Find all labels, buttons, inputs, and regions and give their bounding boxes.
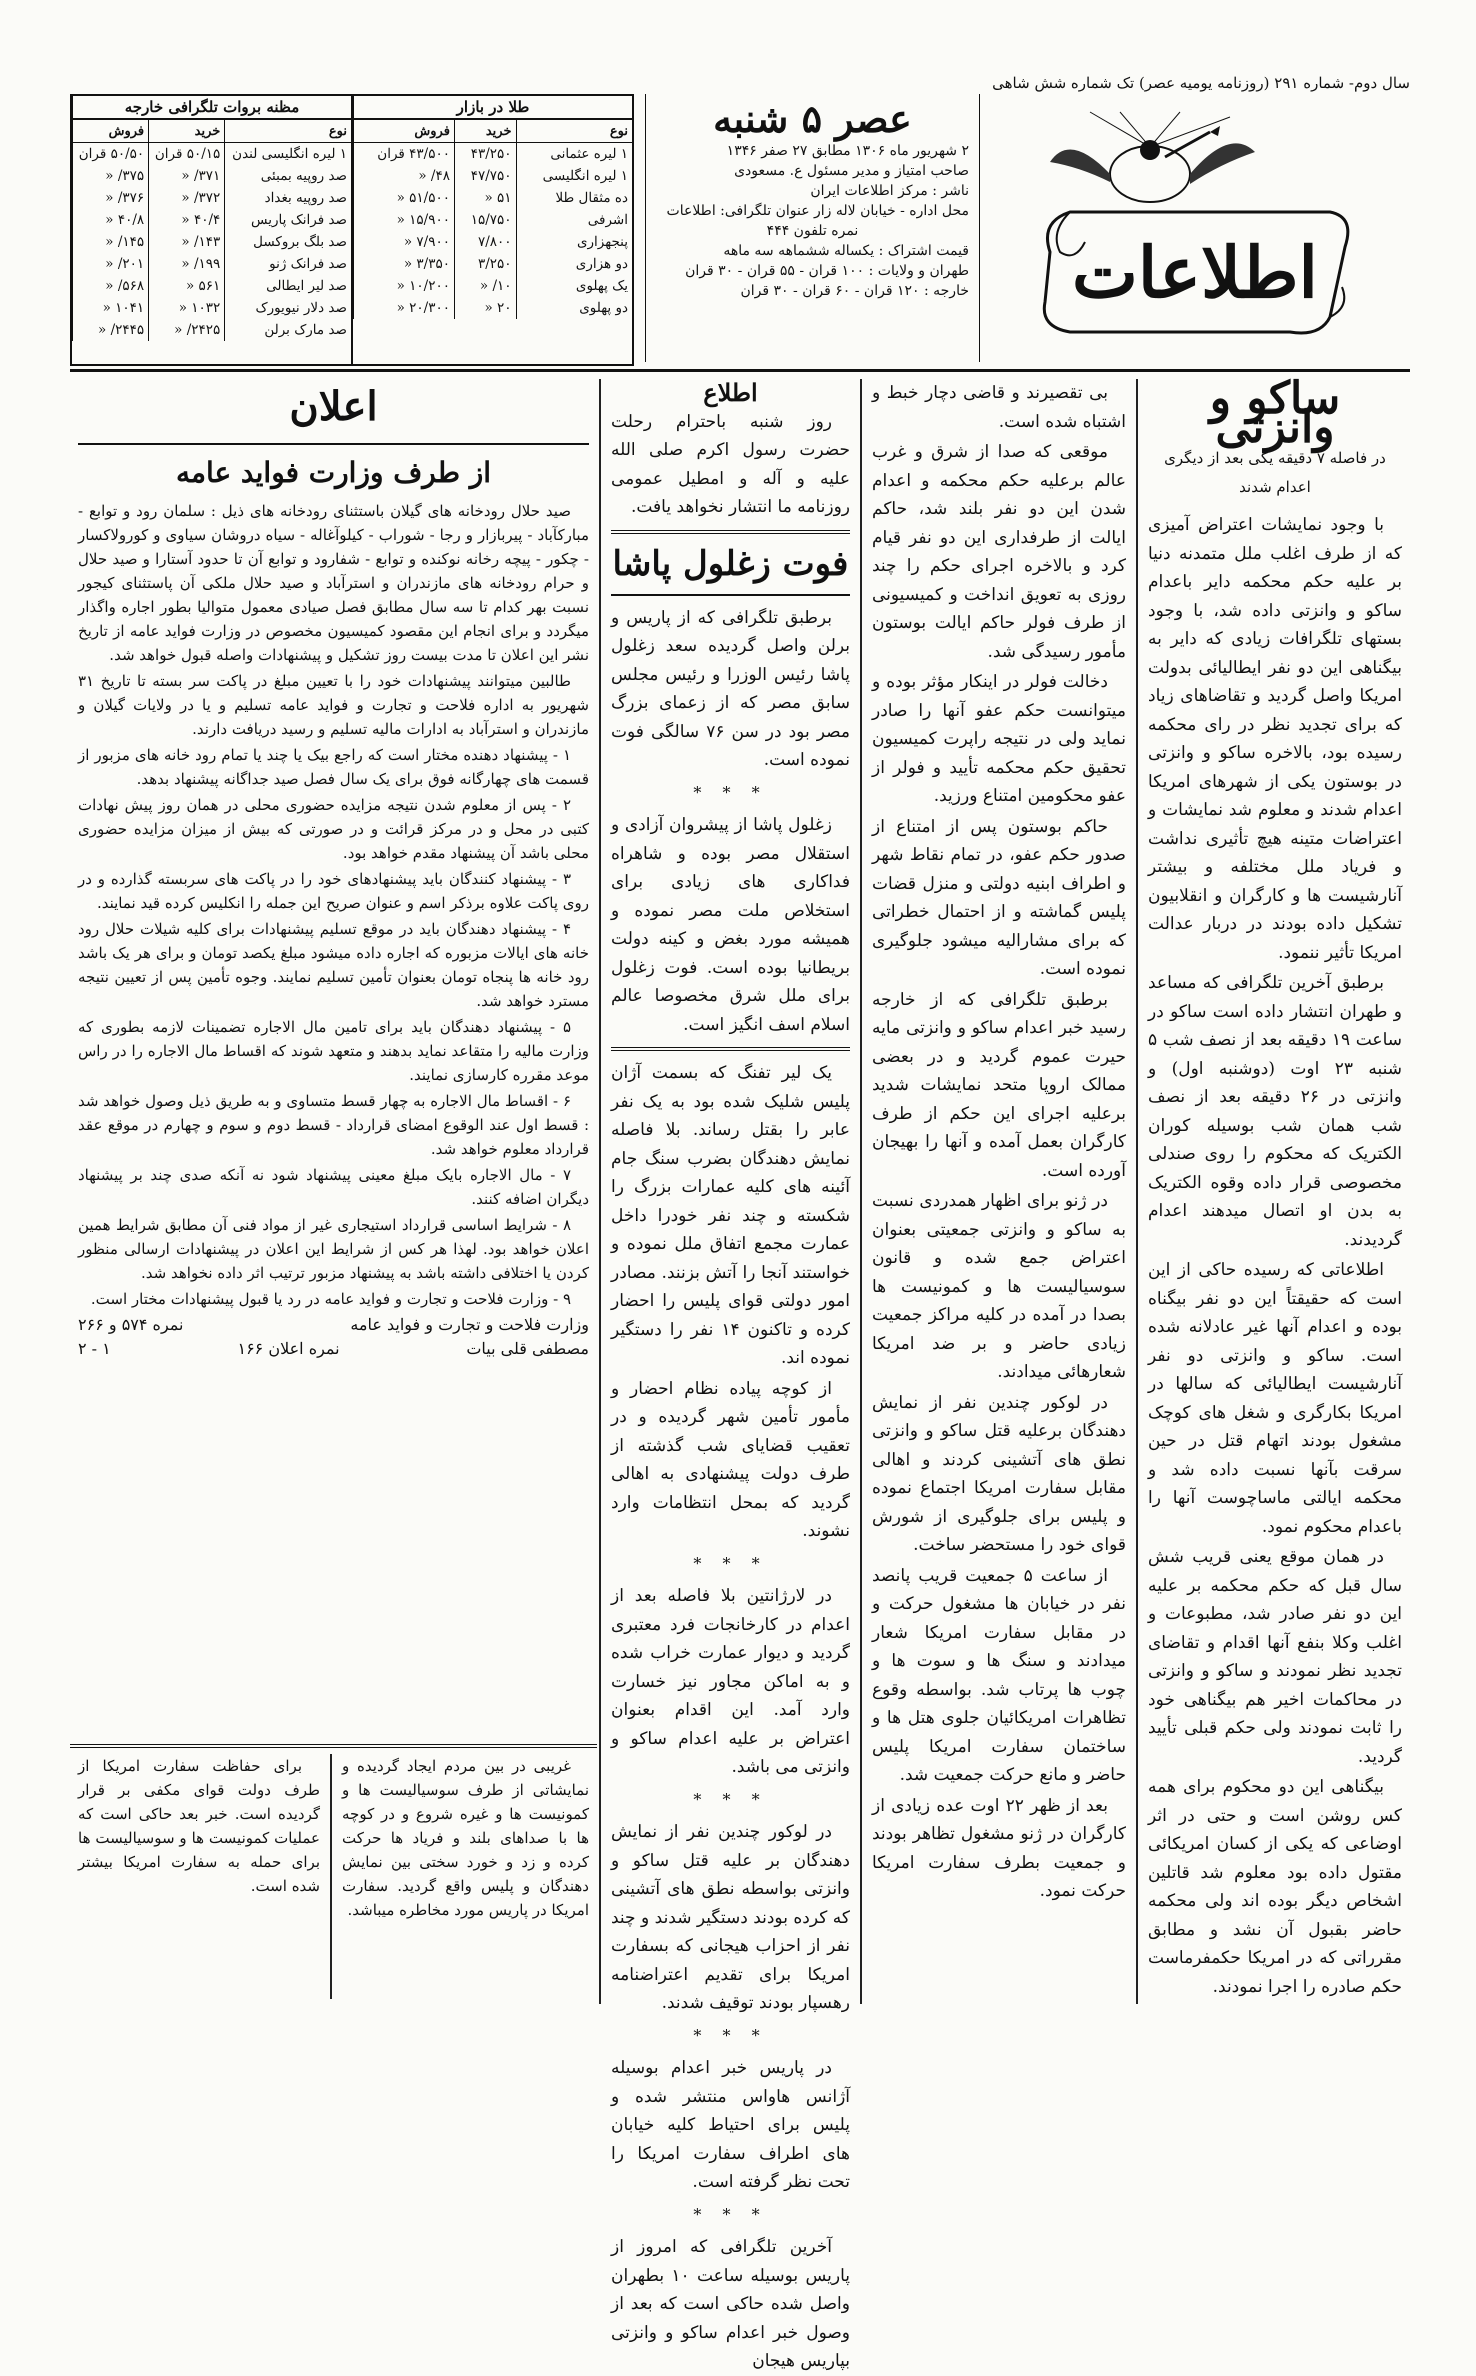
- zaghlul-column: [603, 378, 858, 2371]
- separator-stars: * * *: [693, 2025, 768, 2045]
- table-row: ده مثقال طلا ۵۱ « ۵۱/۵۰۰ «: [354, 187, 633, 209]
- zaghlul-paragraph: زغلول پاشا از پیشروان آزادی و استقلال مصر بوده و شاهراه فداکاری های زیادی برای استخلاص ملت مصر نموده و همیشه مورد بغض و کینه دولت بریطانیا بوده است. فوت زغلول برای ملل شرق مخصوصا عالم اسلام اسف انگیز است.: [611, 815, 850, 1035]
- ad-item: ۴ - پیشنهاد دهندگان باید در موقع تسلیم پیشنهادات برای کلیه شیلات حلال رود خانه های ایالات مزبوره که اجاره داده میشود مبلغ یکصد تومان و برای هر یک باشد رود خانه ها پنجاه تومان بعنوان تأمین تسلیم نمایند. وجوه تأمین پس از تعیین نتیجه مسترد خواهد شد.: [78, 920, 589, 1010]
- fx-col-buy: خرید: [149, 119, 225, 143]
- divider: [611, 530, 850, 534]
- ad-item: ۵ - پیشنهاد دهندگان باید برای تامین مال الاجاره تضمینات لازمه بطوری که وزارت مالیه را متقاعد نماید بدهند و متعهد شوند که اقساط مال الاجاره را در راس موعد مقرره کارسازی نمایند.: [78, 1018, 589, 1084]
- article-columns: [70, 373, 1410, 2371]
- angel-scroll-logo-icon: [1030, 112, 1360, 342]
- ad-item: ۱ - پیشنهاد دهنده مختار است که راجع بیک یا چند یا تمام رود خانه های مزبور از قسمت های چهارگانه فوق برای یک سال فصل صید جداگانه پیشنهاد بدهد.: [78, 746, 589, 788]
- notice-text: روز شنبه باحترام رحلت حضرت رسول اکرم صلی الله علیه و آله و امطیل عمومی روزنامه ما انتشار نخواهد یافت.: [611, 411, 850, 517]
- fx-col-type: نوع: [225, 119, 351, 143]
- ad-item: ۲ - پس از معلوم شدن نتیجه مزایده حضوری محلی در همان روز پیش نهادات کتبی در محل و در مرکز قرائت و در صورتی که بیش از میزان مزایده حضوری محلی باشد آن پیشنهاد مقدم خواهد بود.: [78, 796, 589, 862]
- column-rule: [1136, 379, 1138, 2004]
- table-row: اشرفی ۱۵/۷۵۰ ۱۵/۹۰۰ «: [354, 209, 633, 231]
- sacco-final-continued: [70, 1754, 328, 1999]
- zaghlul-paragraph: در لارژانتین بلا فاصله بعد از اعدام در کارخانجات فرد معتبری گردید و دیوار عمارت خراب شده و به اماکن مجاور نیز خسارت وارد آمد. این اقدام بعنوان اعتراض بر علیه اعدام ساکو و وانزتی می باشد.: [611, 1586, 850, 1777]
- sacco-cont-paragraph: دخالت فولر در اینکار مؤثر بوده و میتوانست حکم عفو آنها را صادر نماید ولی در نتیجه راپرت کمیسیون تحقیق حکم محکمه تأیید و فولر از عفو محکومین امتناع ورزید.: [872, 672, 1126, 806]
- divider: [611, 594, 850, 596]
- notice-label: اطلاع: [703, 378, 758, 407]
- address-line: محل اداره - خیابان لاله زار عنوان تلگرافی: اطلاعات: [666, 203, 969, 219]
- ad-count: ۱ - ۲: [78, 1339, 111, 1358]
- sacco-paragraph: بیگناهی این دو محکوم برای همه کس روشن است و حتی در اثر اوضاعی که یکی از کسان امریکائی مقتول داده بود معلوم شد قاتلین اشخاص دیگر بوده اند ولی محکمه حاضر بقبول آن نشد و مطابق مقرراتی که در امریکا حکمفرماست حکم صادره را اجرا نمودند.: [1148, 1777, 1402, 1997]
- gold-table-wrap: [351, 96, 632, 364]
- ad-signature: [78, 1337, 589, 1361]
- gold-col-sell: فروش: [354, 119, 455, 143]
- zaghlul-paragraph: در لوکور چندین نفر از نمایش دهندگان بر علیه قتل ساکو و وانزتی بواسطه نطق های آتشینی که کرده بودند دستگیر شدند و چند نفر از احزاب هیجانی که بسفارت امریکا برای تقدیم اعتراضنامه رهسپار بودند توقیف شدند.: [611, 1822, 850, 2013]
- table-row: ۱ لیره عثمانی ۴۳/۲۵۰ ۴۳/۵۰۰ قران: [354, 143, 633, 166]
- ad-number-line: نمره ۵۷۴ و ۲۶۶: [78, 1315, 184, 1334]
- ad-item: ۹ - وزارت فلاحت و تجارت و فواید عامه در رد یا قبول پیشنهادات مختار است.: [90, 1290, 571, 1308]
- gold-table: [353, 96, 632, 319]
- sacco-cont-paragraph: در ژنو برای اظهار همدردی نسبت به ساکو و وانزتی جمعیتی بعنوان اعتراض جمع شده و قانون سوسیالیست ها و کمونیست ها بصدا در آمده در کلیه مراکز جمعیت زیادی حاضر و بر ضد امریکا شعارهائی میدادند.: [872, 1191, 1126, 1382]
- zaghlul-continued: [334, 1754, 597, 1999]
- column-rule: [860, 379, 862, 2004]
- table-row: صد فرانک ژنو ۱۹۹/ « ۲۰۱/ «: [73, 253, 352, 275]
- ad-item: ۳ - پیشنهاد کنندگان باید پیشنهادهای خود را در پاکت های سربسته گذارده و در روی پاکت علاوه برذکر اسم و عنوان صریح این جمله را انکلیس کرده قید نمایند.: [78, 870, 589, 912]
- zaghlul-cont-paragraph: غریبی در بین مردم ایجاد گردیده و نمایشاتی از طرف سوسیالیست ها و کمونیست ها و غیره شروع و در کوچه ها با صداهای بلند و فریاد ها حرکت کرده و زد و خورد سختی بین نمایش دهندگان و پلیس واقع گردید. سفارت امریکا در پاریس مورد مخاطره میباشد.: [342, 1757, 589, 1919]
- ad-paragraph: صید حلال رودخانه های گیلان باستثنای رودخانه های ذیل : سلمان رود و توابع - مبارکآباد - پیربازار و رجا - شوراب - کیلوآغاله - سیاه دروشان سیاوی و کورولاکسار - چکور - پیچه رخانه نوکنده و توابع - شفارود و توابع آن تا حدود آستارا و صید حلال و حرام رودخانه های مازندران و استرآباد و صید حلال ملکی آن پاستثنای کیجور نسبت بهر کدام تا سه سال مطابق فصل صیادی معمول متوالیا بطور اجاره واگذار میگردد و برای انجام این مقصود کمیسیون مخصوص در وزارت فواید عامه از تاریخ نشر این اعلان تا مدت بیست روز تشکیل و پیشنهادات واصله قبول خواهد شد.: [78, 502, 589, 664]
- table-row: پنجهزاری ۷/۸۰۰ ۷/۹۰۰ «: [354, 231, 633, 253]
- ad-header: اعلان: [289, 383, 378, 430]
- zaghlul-title: فوت زغلول پاشا: [612, 543, 849, 584]
- owner-line: صاحب امتیاز و مدیر مسئول ع. مسعودی: [734, 163, 969, 179]
- sacco-cont-paragraph: بی تقصیرند و قاضی دچار خبط و اشتباه شده است.: [872, 383, 1126, 432]
- sacco-subtitle: در فاصله ۷ دقیقه یکی بعد از دیگری اعدام شدند: [1164, 449, 1386, 496]
- ad-item: ۶ - اقساط مال الاجاره به چهار قسط متساوی و به طریق ذیل وصول خواهد شد : قسط اول عند الوقوع امضای قرارداد - قسط دوم و سوم و چهارم در موقع عقد قرارداد معلوم خواهد شد.: [78, 1092, 589, 1158]
- zaghlul-paragraph: برطبق تلگرافی که از پاریس و برلن واصل گردیده سعد زغلول پاشا رئیس الوزرا و رئیس مجلس سابق مصر که از زعمای بزرگ مصر بود در سن ۷۶ سالگی فوت نموده است.: [611, 607, 850, 770]
- table-row: دو پهلوی ۲۰ « ۲۰/۳۰۰ «: [354, 297, 633, 319]
- table-row: صد لیر ایطالی ۵۶۱ « ۵۶۸/ «: [73, 275, 352, 297]
- sacco-cont-paragraph: برطبق تلگرافی که از خارجه رسید خبر اعدام ساکو و وانزتی مایه حیرت عموم گردید و در بعضی ممالک اروپا متحد نمایشات شدید برعلیه اجرای این حکم از طرف کارگران بعمل آمده و آنها را بهیجان آورده است.: [872, 989, 1126, 1181]
- fx-table: [72, 96, 351, 341]
- sacco-cont-paragraph: برای حفاظت سفارت امریکا از طرف دولت قوای مکفی بر قرار گردیده است. خبر بعد حاکی است که عملیات کمونیست ها و سوسیالیست ها برای حمله به سفارت امریکا بیشتر شده است.: [78, 1757, 320, 1895]
- phone-line: نمره تلفون ۴۴۴: [766, 223, 859, 239]
- subscription-tehran: طهران و ولایات : ۱۰۰ قران - ۵۵ قران - ۳۰ قران: [685, 263, 969, 279]
- sacco-cont-paragraph: حاکم بوستون پس از امتناع از صدور حکم عفو، در تمام نقاط شهر و اطراف ابنیه دولتی و منزل قضات پلیس گماشته و از احتمال خطراتی که برای مشارالیه میشود جلوگیری نموده است.: [872, 816, 1126, 979]
- ad-signature-ministry: وزارت فلاحت و تجارت و فواید عامه: [350, 1315, 589, 1334]
- separator-stars: * * *: [693, 2204, 768, 2224]
- advertisement-column: [70, 379, 597, 1739]
- column-rule: [599, 379, 601, 2004]
- logo-text: اطلاعات: [1072, 231, 1318, 314]
- ad-signature-name: مصطفی قلی بیات: [466, 1339, 589, 1358]
- sacco-paragraph: در همان موقع یعنی قریب شش سال قبل که حکم محکمه بر علیه این دو نفر صادر شد، مطبوعات و اغلب وکلا بنفع آنها اقدام و تقاضای تجدید نظر نمودند و ساکو و وانزتی در محاکمات اخیر هم بیگناهی خود را ثابت نمودند ولی حکم قبلی تأیید گردید.: [1148, 1547, 1402, 1767]
- publisher-line: ناشر : مرکز اطلاعات ایران: [810, 183, 969, 199]
- sacco-title: ساکو و وانزتی: [1209, 373, 1341, 453]
- table-row: ۱ لیره انگلیسی ۴۷/۷۵۰ ۴۸/ «: [354, 165, 633, 187]
- divider: [611, 1047, 850, 1051]
- sacco-column: [1140, 373, 1410, 2004]
- sacco-paragraph: اطلاعاتی که رسیده حاکی از این است که حقیقتاً این دو نفر بیگناه بوده و اعدام آنها غیر عادلانه شده است. ساکو و وانزتی دو نفر آنارشیست ایطالیائی که سالها در امریکا بکارگری و شغل های کوچک مشغول بودند اتهام قتل در حین سرقت بآنها نسبت داده شد و محکمه ایالتی ماساچوست آنها را باعدام محکوم نمود.: [1148, 1260, 1402, 1537]
- sacco-cont-paragraph: از ساعت ۵ جمعیت قریب پانصد نفر در خیابان ها مشغول حرکت و در مقابل سفارت امریکا شعار میدادند و سنگ ها و سوت ها و چوب ها پرتاب شد. بواسطه وقوع تظاهرات امریکائیان جلوی هتل ها و ساختمان سفارت امریکا پلیس حاضر و مانع حرکت جمعیت شد.: [872, 1565, 1126, 1785]
- zaghlul-paragraph: آخرین تلگرافی که امروز از پاریس بوسیله ساعت ۱۰ بطهران واصل شده حاکی است که بعد از وصول خبر اعدام ساکو و وانزتی بپاریس هیجان: [611, 2237, 850, 2371]
- table-row: صد بلگ بروکسل ۱۴۳/ « ۱۴۵/ «: [73, 231, 352, 253]
- column-rule: [330, 1754, 332, 1999]
- fx-table-wrap: [72, 96, 351, 364]
- sacco-cont-paragraph: بعد از ظهر ۲۲ اوت عده زیادی از کارگران در ژنو مشغول تظاهر بودند و جمعیت بطرف سفارت امریکا حرکت نمود.: [872, 1795, 1126, 1901]
- ad-paragraph: طالبین میتوانند پیشنهادات خود را با تعیین مبلغ در پاکت سر بسته تا تاریخ ۳۱ شهریور به اداره فلاحت و تجارت و فواید عامه تسلیم و یا در ولایات گیلان و مازندران و استرآباد به ادارات مالیه تسلیم و رسید دریافت دارند.: [78, 672, 589, 738]
- gold-table-caption: طلا در بازار: [354, 96, 633, 119]
- table-row: صد فرانک پاریس ۴۰/۴ « ۴۰/۸ «: [73, 209, 352, 231]
- ad-title: از طرف وزارت فواید عامه: [175, 456, 492, 489]
- table-row: صد مارک برلن ۲۴۲۵/ « ۲۴۴۵/ «: [73, 319, 352, 341]
- separator-stars: * * *: [693, 1553, 768, 1573]
- zaghlul-paragraph: یک لیر تفنگ که بسمت آژان پلیس شلیک شده بود به یک نفر عابر را بقتل رساند. بلا فاصله نمایش دهندگان بضرب سنگ جام آئینه های کلیه عمارات بزرگ را شکسته و چند نفر خودرا داخل عمارت مجمع اتفاق ملل نموده و خواستند آنجا را آتش بزنند. مصادر امور دولتی قوای پلیس را احضار کرده و تاکنون ۱۴ نفر را دستگیر نموده اند.: [611, 1063, 850, 1368]
- newspaper-page: [70, 74, 1410, 2371]
- gold-col-type: نوع: [516, 119, 632, 143]
- issue-strip: سال دوم- شماره ۲۹۱ (روزنامه یومیه عصر) تک شماره شش شاهی: [992, 74, 1410, 92]
- table-row: دو هزاری ۳/۲۵۰ ۳/۳۵۰ «: [354, 253, 633, 275]
- fx-col-sell: فروش: [73, 119, 149, 143]
- table-row: یک پهلوی ۱۰/ « ۱۰/۲۰۰ «: [354, 275, 633, 297]
- sacco-cont-paragraph: موقعی که صدا از شرق و غرب عالم برعلیه حکم محکمه و اعدام شدن این دو نفر بلند شد، حاکم ایالت از طرفداری این دو نفر قیام کرد و بالاخره اجرای حکم را چند روزی به تعویق انداخت و کمیسیونی از طرف فولر حاکم ایالت بوستون مأمور رسیدگی شد.: [872, 442, 1126, 662]
- separator-stars: * * *: [693, 1789, 768, 1809]
- ad-number: نمره اعلان ۱۶۶: [237, 1339, 340, 1358]
- subscription-header: قیمت اشتراک : یکساله ششماهه سه ماهه: [723, 243, 969, 259]
- sacco-paragraph: برطبق آخرین تلگرافی که مساعد و طهران انتشار داده است ساکو در ساعت ۱۹ دقیقه بعد از نصف شب ۵ شنبه ۲۳ اوت (دوشنبه اول) و وانزتی در ۲۶ دقیقه بعد از نصف شب همان شب بوسیله کوران الکتریک که محکوم را روی صندلی مخصوصی قرار داده وقوه الکتریک به بدن او اتصال میدهند اعدام گردیدند.: [1148, 973, 1403, 1250]
- table-row: صد روپیه بمبئی ۳۷۱/ « ۳۷۵/ «: [73, 165, 352, 187]
- zaghlul-paragraph: در پاریس خبر اعدام بوسیله آژانس هاواس منتشر شده و پلیس برای احتیاط کلیه خیابان های اطراف سفارت امریکا را تحت نظر گرفته است.: [611, 2058, 850, 2192]
- date-line: ۲ شهریور ماه ۱۳۰۶ مطابق ۲۷ صفر ۱۳۴۶: [726, 143, 969, 159]
- divider: [78, 443, 589, 445]
- table-row: صد روپیه بغداد ۳۷۲/ « ۳۷۶/ «: [73, 187, 352, 209]
- ad-item: ۸ - شرایط اساسی قرارداد استیجاری غیر از مواد فنی آن مطابق شرایط همین اعلان خواهد بود. لهذا هر کس از شرایط این اعلان در پیشنهادات ارسالی منظور کردن یا اختلافی داشته باشد به پیشنهاد مزبور ترتیب اثر داده نخواهد شد.: [78, 1216, 589, 1282]
- rates-block: [70, 94, 634, 366]
- sacco-paragraph: با وجود نمایشات اعتراض آمیزی که از طرف اغلب ملل متمدنه دنیا بر علیه حکم محکمه دایر باعدام ساکو و وانزتی داده شد، با وجود بستهای تلگرافات زیادی که دایر به بیگناهی این دو نفر ایطالیائی بدولت امریکا واصل گردید و تقاضاهای زیاد که برای تجدید نظر در رای محکمه رسیده بود، بالاخره ساکو و وانزتی در بوستون یکی از شهرهای امریکا اعدام شدند و معلوم شد نمایشات و اعتراضات متینه هیچ تأثیری نداشت و فریاد ملل مختلفه و بیشتر آنارشیست ها و کارگران و انقلابیون تشکیل داده بودند در دربار عدالت امریکا تأثیر ننمود.: [1148, 515, 1402, 963]
- subscription-abroad: خارجه : ۱۲۰ قران - ۶۰ قران - ۳۰ قران: [740, 283, 969, 299]
- bottom-divider: [70, 1744, 597, 1748]
- ad-signature: [78, 1313, 589, 1337]
- separator-stars: * * *: [693, 782, 768, 802]
- issue-day: عصر ۵ شنبه: [713, 96, 912, 141]
- zaghlul-paragraph: از کوچه پیاده نظام احضار و مأمور تأمین شهر گردیده و در تعقیب قضایای شب گذشته از طرف دولت پیشنهادی به اهالی گردید که بمحل انتظامات وارد نشوند.: [611, 1378, 850, 1541]
- table-row: ۱ لیره انگلیسی لندن ۵۰/۱۵ قران ۵۰/۵۰ قران: [73, 143, 352, 166]
- fx-table-caption: مظنه بروات تلگرافی خارجه: [73, 96, 352, 119]
- sacco-cont-paragraph: در لوکور چندین نفر از نمایش دهندگان برعلیه قتل ساکو و وانزتی نطق های آتشینی کردند و اهالی مقابل سفارت امریکا اجتماع نموده و پلیس برای جلوگیری از شورش قوای خود را مستحضر ساخت.: [872, 1392, 1126, 1555]
- sacco-continued-column: [864, 379, 1134, 2004]
- table-row: صد دلار نیویورک ۱۰۳۲ « ۱۰۴۱ «: [73, 297, 352, 319]
- masthead: [70, 74, 1410, 372]
- gold-col-buy: خرید: [454, 119, 516, 143]
- ad-item: ۷ - مال الاجاره بایک مبلغ معینی پیشنهاد شود نه آنکه صدی چند بر پیشنهاد دیگران اضافه کنند.: [78, 1166, 589, 1208]
- issue-info: [645, 94, 980, 362]
- logo-area: [990, 74, 1410, 364]
